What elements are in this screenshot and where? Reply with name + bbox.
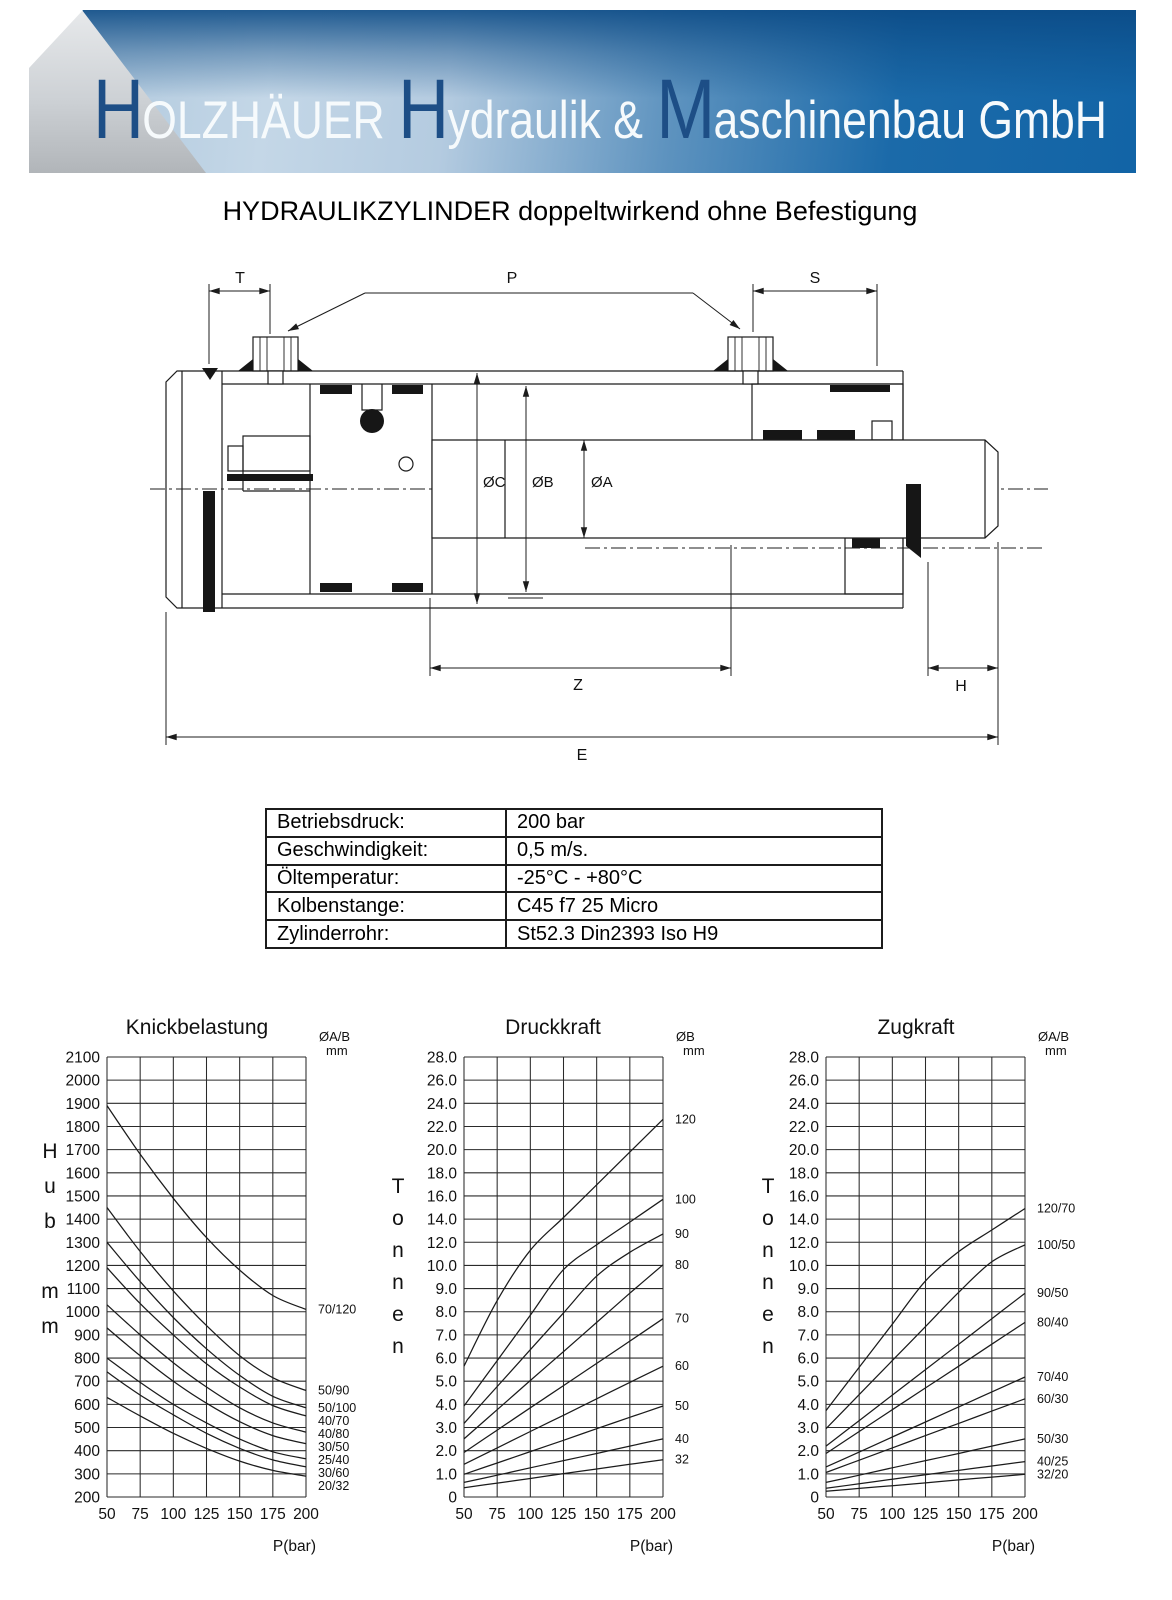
y-axis-title-letter: b <box>44 1210 56 1233</box>
spec-label: Zylinderrohr: <box>266 920 506 948</box>
y-axis-title-letter: n <box>762 1239 774 1262</box>
y-tick-label: 1900 <box>65 1095 100 1113</box>
y-tick-label: 400 <box>74 1443 100 1461</box>
series-label-25-40: 25/40 <box>318 1452 350 1467</box>
y-axis-title-letter: e <box>762 1303 774 1326</box>
brand-word-1: OLZHÄUER <box>142 91 385 150</box>
y-tick-label: 28.0 <box>788 1049 819 1067</box>
y-tick-label: 4.0 <box>435 1396 457 1414</box>
y-tick-label: 1200 <box>65 1257 100 1275</box>
spec-label: Betriebsdruck: <box>266 809 506 837</box>
piston-bolt-head <box>360 409 384 433</box>
spec-value: St52.3 Din2393 Iso H9 <box>506 920 882 948</box>
chart-title: Zugkraft <box>877 1016 955 1039</box>
y-tick-label: 200 <box>74 1489 100 1507</box>
legend-title: mm <box>326 1043 348 1058</box>
y-tick-label: 20.0 <box>426 1142 457 1160</box>
x-tick-label: 100 <box>517 1506 544 1523</box>
legend-title: ØA/B <box>319 1029 351 1044</box>
y-tick-label: 1700 <box>65 1142 100 1160</box>
brand-word-3: aschinenbau GmbH <box>713 91 1107 150</box>
y-tick-label: 500 <box>74 1420 100 1438</box>
spec-label: Geschwindigkeit: <box>266 837 506 865</box>
series-label-40: 40 <box>675 1431 689 1446</box>
y-tick-label: 14.0 <box>426 1211 457 1229</box>
series-label-32-20: 32/20 <box>1037 1467 1069 1482</box>
series-label-70: 70 <box>675 1311 689 1326</box>
oil-port-left <box>238 337 313 384</box>
x-tick-label: 75 <box>488 1506 506 1523</box>
y-tick-label: 18.0 <box>426 1165 457 1183</box>
dim-label-z: Z <box>573 677 583 694</box>
y-tick-label: 6.0 <box>435 1350 457 1368</box>
y-tick-label: 6.0 <box>797 1350 819 1368</box>
chart-zugkraft <box>762 1016 1076 1555</box>
table-row <box>266 892 882 920</box>
series-label-100: 100 <box>675 1192 696 1207</box>
y-tick-label: 22.0 <box>788 1118 819 1136</box>
y-tick-label: 1800 <box>65 1118 100 1136</box>
x-tick-label: 100 <box>160 1506 187 1523</box>
y-tick-label: 1.0 <box>435 1466 457 1484</box>
series-label-20-32: 20/32 <box>318 1478 350 1493</box>
brand-initial-2: H <box>398 62 448 156</box>
y-axis-title-letter: T <box>761 1175 775 1198</box>
series-label-50-100: 50/100 <box>318 1400 357 1415</box>
x-tick-label: 200 <box>1012 1506 1038 1523</box>
y-axis-title-letter: o <box>392 1207 404 1230</box>
y-tick-label: 1100 <box>66 1281 100 1299</box>
x-tick-label: 100 <box>879 1506 906 1523</box>
table-row <box>266 865 882 893</box>
y-tick-label: 700 <box>74 1373 100 1391</box>
o-ring <box>399 457 413 471</box>
series-label-50: 50 <box>675 1398 689 1413</box>
series-label-60-30: 60/30 <box>1037 1391 1069 1406</box>
y-tick-label: 900 <box>74 1327 100 1345</box>
brand-initial-1: H <box>93 62 143 156</box>
dim-label-s: S <box>809 270 821 287</box>
y-tick-label: 2.0 <box>797 1443 819 1461</box>
y-axis-title-letter: o <box>762 1207 774 1230</box>
chart-title: Druckkraft <box>505 1016 601 1039</box>
y-axis-title-letter: m <box>41 1315 59 1338</box>
spec-value: C45 f7 25 Micro <box>506 892 882 920</box>
spec-label: Kolbenstange: <box>266 892 506 920</box>
y-tick-label: 14.0 <box>788 1211 819 1229</box>
y-axis-title-letter: n <box>762 1271 774 1294</box>
x-tick-label: 125 <box>912 1506 939 1523</box>
series-label-120: 120 <box>675 1112 696 1127</box>
y-tick-label: 0 <box>448 1489 457 1507</box>
y-tick-label: 1300 <box>65 1234 100 1252</box>
y-axis-title-letter: T <box>391 1175 405 1198</box>
charts <box>41 1016 1075 1555</box>
dim-label-h: H <box>955 678 967 695</box>
series-label-70-120: 70/120 <box>318 1302 357 1317</box>
y-tick-label: 24.0 <box>426 1095 457 1113</box>
y-tick-label: 18.0 <box>788 1165 819 1183</box>
y-tick-label: 2.0 <box>435 1443 457 1461</box>
y-tick-label: 26.0 <box>788 1072 819 1090</box>
legend-title: ØA/B <box>1038 1029 1070 1044</box>
series-label-40-70: 40/70 <box>318 1413 350 1428</box>
oil-port-right <box>713 337 788 384</box>
x-tick-label: 175 <box>616 1506 643 1523</box>
y-tick-label: 16.0 <box>426 1188 457 1206</box>
x-axis-title: P(bar) <box>629 1538 673 1555</box>
spec-table <box>265 808 883 949</box>
series-label-30-60: 30/60 <box>318 1465 350 1480</box>
series-label-32: 32 <box>675 1452 689 1467</box>
dim-label-t: T <box>235 270 245 287</box>
series-label-90: 90 <box>675 1226 689 1241</box>
y-axis-title-letter: n <box>392 1271 404 1294</box>
y-tick-label: 5.0 <box>797 1373 819 1391</box>
y-tick-label: 3.0 <box>797 1420 819 1438</box>
y-axis-title-letter: e <box>392 1303 404 1326</box>
y-tick-label: 12.0 <box>426 1234 457 1252</box>
y-tick-label: 7.0 <box>797 1327 819 1345</box>
y-tick-label: 24.0 <box>788 1095 819 1113</box>
legend-title: mm <box>683 1043 705 1058</box>
y-axis-title-letter: n <box>392 1239 404 1262</box>
y-tick-label: 300 <box>74 1466 100 1484</box>
legend-title: ØB <box>676 1029 695 1044</box>
y-tick-label: 2000 <box>65 1072 100 1090</box>
y-tick-label: 600 <box>74 1396 100 1414</box>
y-tick-label: 9.0 <box>797 1281 819 1299</box>
series-label-80-40: 80/40 <box>1037 1315 1069 1330</box>
series-label-30-50: 30/50 <box>318 1439 350 1454</box>
dim-label-p: P <box>506 270 518 287</box>
y-tick-label: 1500 <box>65 1188 100 1206</box>
x-tick-label: 150 <box>945 1506 972 1523</box>
cap-seal-black-bar <box>203 491 215 612</box>
y-tick-label: 2100 <box>65 1049 100 1067</box>
x-axis-title: P(bar) <box>272 1538 316 1555</box>
table-row <box>266 920 882 948</box>
series-label-40-25: 40/25 <box>1037 1454 1069 1469</box>
x-tick-label: 50 <box>98 1506 116 1523</box>
series-label-40-80: 40/80 <box>318 1426 350 1441</box>
spec-value: -25°C - +80°C <box>506 865 882 893</box>
x-tick-label: 125 <box>550 1506 577 1523</box>
y-tick-label: 26.0 <box>426 1072 457 1090</box>
spec-value: 0,5 m/s. <box>506 837 882 865</box>
y-tick-label: 4.0 <box>797 1396 819 1414</box>
y-tick-label: 0 <box>810 1489 819 1507</box>
y-tick-label: 1000 <box>65 1304 100 1322</box>
y-axis-title-letter: u <box>44 1175 56 1198</box>
x-axis-title: P(bar) <box>991 1538 1035 1555</box>
dim-label-dia-c: ØC <box>483 474 506 491</box>
y-tick-label: 800 <box>74 1350 100 1368</box>
series-label-80: 80 <box>675 1257 689 1272</box>
series-label-90-50: 90/50 <box>1037 1286 1069 1301</box>
y-tick-label: 3.0 <box>435 1420 457 1438</box>
chart-druckkraft <box>392 1016 705 1555</box>
chart-title: Knickbelastung <box>125 1016 269 1039</box>
y-tick-label: 10.0 <box>426 1257 457 1275</box>
series-label-60: 60 <box>675 1359 689 1374</box>
cylinder-drawing <box>150 270 1048 764</box>
brand-word-2: ydraulik & <box>447 91 643 150</box>
y-tick-label: 10.0 <box>788 1257 819 1275</box>
y-axis-title-letter: n <box>762 1335 774 1358</box>
y-tick-label: 28.0 <box>426 1049 457 1067</box>
chart-knickbelastung <box>41 1016 356 1555</box>
table-row <box>266 837 882 865</box>
table-row <box>266 809 882 837</box>
series-label-100-50: 100/50 <box>1037 1237 1076 1252</box>
rod-wiper-seal <box>906 484 921 558</box>
series-label-50-30: 50/30 <box>1037 1431 1069 1446</box>
dim-label-dia-b: ØB <box>532 474 554 491</box>
y-tick-label: 1.0 <box>797 1466 819 1484</box>
brand-initial-3: M <box>656 62 714 156</box>
y-axis-title-letter: H <box>42 1140 58 1163</box>
y-tick-label: 1400 <box>65 1211 100 1229</box>
y-tick-label: 22.0 <box>426 1118 457 1136</box>
y-tick-label: 16.0 <box>788 1188 819 1206</box>
x-tick-label: 200 <box>650 1506 676 1523</box>
y-axis-title-letter: n <box>392 1335 404 1358</box>
y-tick-label: 20.0 <box>788 1142 819 1160</box>
y-tick-label: 12.0 <box>788 1234 819 1252</box>
x-tick-label: 175 <box>259 1506 286 1523</box>
legend-title: mm <box>1045 1043 1067 1058</box>
y-tick-label: 7.0 <box>435 1327 457 1345</box>
piston-rod <box>432 440 998 558</box>
x-tick-label: 150 <box>583 1506 610 1523</box>
x-tick-label: 150 <box>226 1506 253 1523</box>
x-tick-label: 125 <box>193 1506 220 1523</box>
spec-label: Öltemperatur: <box>266 865 506 893</box>
x-tick-label: 50 <box>455 1506 473 1523</box>
y-axis-title-letter: m <box>41 1280 59 1303</box>
x-tick-label: 75 <box>850 1506 868 1523</box>
x-tick-label: 200 <box>293 1506 319 1523</box>
dim-label-dia-a: ØA <box>591 474 613 491</box>
series-label-70-40: 70/40 <box>1037 1370 1069 1385</box>
x-tick-label: 75 <box>131 1506 149 1523</box>
x-tick-label: 175 <box>978 1506 1005 1523</box>
y-tick-label: 1600 <box>65 1165 100 1183</box>
y-tick-label: 5.0 <box>435 1373 457 1391</box>
series-label-120-70: 120/70 <box>1037 1201 1076 1216</box>
x-tick-label: 50 <box>817 1506 835 1523</box>
y-tick-label: 9.0 <box>435 1281 457 1299</box>
spec-value: 200 bar <box>506 809 882 837</box>
page-title: HYDRAULIKZYLINDER doppeltwirkend ohne Befestigung <box>222 196 918 226</box>
y-tick-label: 8.0 <box>797 1304 819 1322</box>
y-tick-label: 8.0 <box>435 1304 457 1322</box>
weld-mark <box>202 368 218 380</box>
series-label-50-90: 50/90 <box>318 1383 350 1398</box>
dim-label-e: E <box>576 747 588 764</box>
